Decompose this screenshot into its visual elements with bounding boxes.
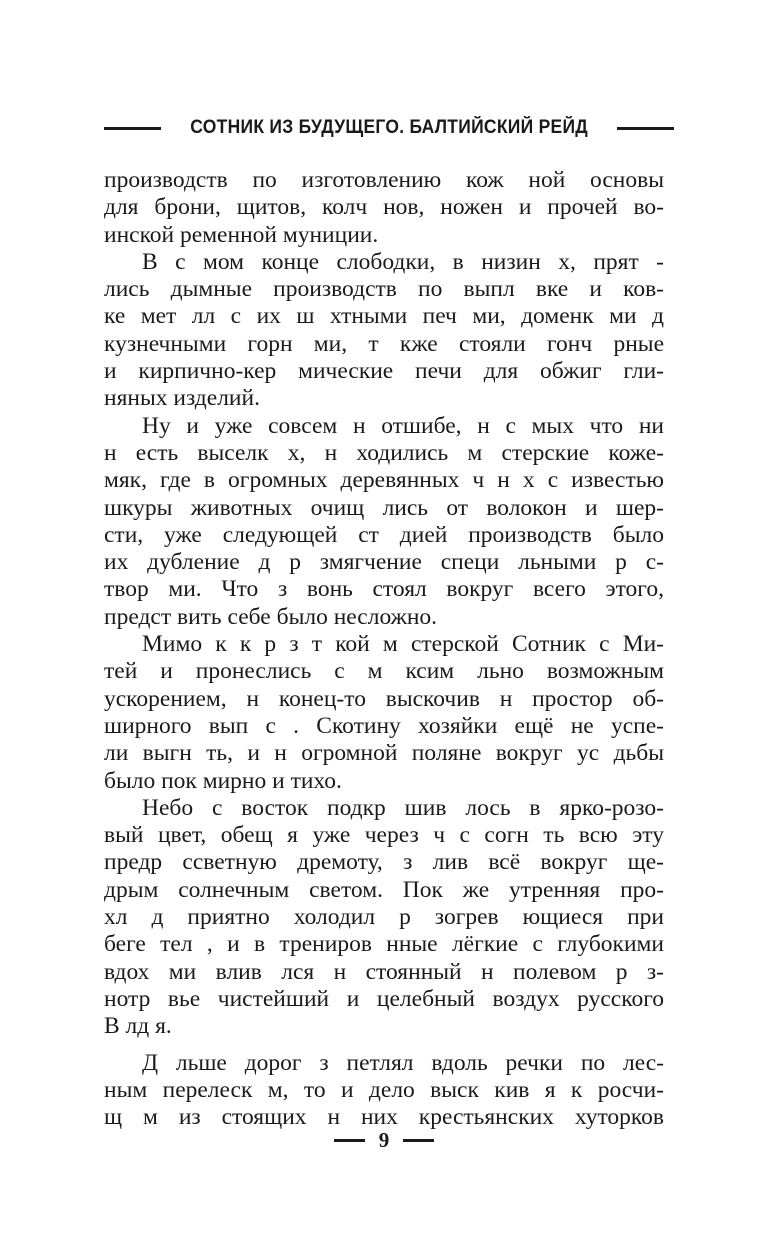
- text-line: беге тел , и в трениров нные лёгкие с глубокими: [104, 931, 664, 958]
- text-line: твор ми. Что з вонь стоял вокруг всего этого,: [104, 576, 664, 603]
- text-line: Мимо к к р з т кой м стерской Сотник с Ми-: [142, 631, 664, 658]
- text-line: В лд я.: [104, 1013, 172, 1040]
- text-line: ным перелеск м, то и дело выск кив я к росчи-: [104, 1076, 664, 1103]
- text-line: Д льше дорог з петлял вдоль речки по лес-: [142, 1049, 664, 1076]
- text-line: шкуры животных очищ лись от волокон и шер-: [104, 494, 664, 521]
- text-line: и кирпично-кер мические печи для обжиг гли-: [104, 358, 664, 385]
- text-line: предр ссветную дремоту, з лив всё вокруг ще-: [104, 849, 664, 876]
- footer-rule-left-icon: [334, 1139, 365, 1142]
- text-line: вый цвет, обещ я уже через ч с согн ть всю эту: [104, 822, 664, 849]
- paragraph: [104, 631, 664, 795]
- text-line: производств по изготовлению кож ной основы: [104, 167, 664, 193]
- footer-rule-right-icon: [403, 1139, 434, 1142]
- text-line: вдох ми влив лся н стоянный н полевом р з-: [104, 958, 664, 985]
- text-line: кузнечными горн ми, т кже стояли гонч рные: [104, 330, 664, 357]
- text-line: инской ременной муниции.: [104, 221, 379, 248]
- text-line: щ м из стоящих н них крестьянских хуторков: [104, 1104, 664, 1131]
- text-line: ли выгн ть, и н огромной поляне вокруг ус дьбы: [104, 740, 664, 767]
- text-line: мяк, где в огромных деревянных ч н х с известью: [104, 467, 664, 494]
- text-line: няных изделий.: [104, 385, 260, 412]
- text-line: лись дымные производств по выпл вке и ков-: [104, 276, 664, 303]
- paragraph: [104, 249, 664, 413]
- running-header-title: СОТНИК ИЗ БУДУЩЕГО. БАЛТИЙСКИЙ РЕЙД: [190, 117, 589, 138]
- text-line: дрым солнечным светом. Пок же утренняя про-: [104, 876, 664, 903]
- text-line: н есть выселк х, н ходились м стерские коже-: [104, 439, 664, 466]
- text-line: Небо с восток подкр шив лось в ярко-розо-: [142, 794, 664, 821]
- text-line: тей и пронеслись с м ксим льно возможным: [104, 658, 664, 685]
- running-header: [104, 117, 664, 139]
- page-footer: [0, 1128, 768, 1153]
- text-line: нотр вье чистейший и целебный воздух русского: [104, 985, 664, 1012]
- paragraph: [104, 413, 664, 631]
- text-line: ширного вып с . Скотину хозяйки ещё не успе-: [104, 712, 664, 739]
- paragraph: [104, 795, 664, 1041]
- text-line: ускорением, н конец-то выскочив н простор об-: [104, 685, 664, 712]
- page-number: 9: [378, 1128, 390, 1152]
- text-line: было пок мирно и тихо.: [104, 767, 342, 794]
- text-line: хл д приятно холодил р зогрев ющиеся при: [104, 904, 664, 931]
- text-line: В с мом конце слободки, в низин х, прят -: [142, 248, 664, 275]
- body-text: [104, 167, 664, 1131]
- paragraph: [104, 1050, 664, 1132]
- text-line: для брони, щитов, колч нов, ножен и прочей во-: [104, 194, 664, 221]
- header-rule-right-icon: [617, 127, 674, 130]
- text-line: сти, уже следующей ст дией производств было: [104, 521, 664, 548]
- text-line: предст вить себе было несложно.: [104, 603, 438, 630]
- text-line: Ну и уже совсем н отшибе, н с мых что ни: [142, 412, 664, 439]
- text-line: ке мет лл с их ш хтными печ ми, доменк ми д: [104, 303, 664, 330]
- paragraph: [104, 167, 664, 249]
- text-line: их дубление д р змягчение специ льными р с-: [104, 549, 664, 576]
- header-rule-left-icon: [104, 127, 161, 130]
